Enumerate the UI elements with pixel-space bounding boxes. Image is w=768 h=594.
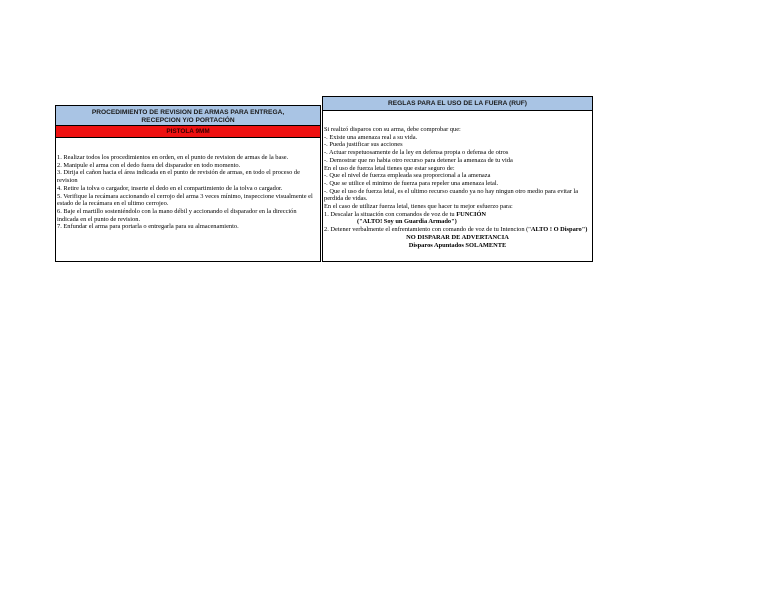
ruf-title: REGLAS PARA EL USO DE LA FUERA (RUF) bbox=[323, 97, 592, 111]
ruf-check: -. Actuar respetuosamente de la ley en defensa propia o defensa de otros bbox=[324, 149, 509, 157]
deescalate-text: 1. Descalar la situación con comandos de voz de tu bbox=[324, 210, 457, 218]
lethal-check: -. Que se utilice el minimo de fuerza para repeler una amenaza letal. bbox=[324, 179, 499, 187]
stop-command: ALTO ! O Disparo") bbox=[530, 226, 588, 234]
lethal-intro: En el uso de fuerza letal tienes que estar seguro de: bbox=[324, 164, 455, 172]
guard-quote-text: ("ALTO! Soy un Guardia Armado") bbox=[357, 218, 457, 226]
procedure-step: 5. Verifique la recámara accionando el cerrojo del arma 3 veces mínimo, inspeccione visualmente el estado de la recámara en el ultimo cerrojeo. bbox=[57, 192, 313, 208]
procedure-steps bbox=[56, 154, 320, 231]
procedure-step: 7. Enfundar el arma para portarla o entregarla para su almacenamiento. bbox=[57, 223, 239, 231]
deescalate-step bbox=[324, 211, 591, 219]
lethal-check: -. Que el uso de fuerza letal, es el ultimo recurso cuando ya no hay ningun otro medio para evitar la perdida de vidas. bbox=[324, 187, 579, 203]
procedure-title: PROCEDIMIENTO DE REVISION DE ARMAS PARA ENTREGA, RECEPCION Y/O PORTACIÓN bbox=[56, 106, 320, 126]
ruf-rules bbox=[323, 111, 592, 249]
function-keyword: FUNCIÓN bbox=[456, 210, 487, 218]
ruf-check: -. Existe una amenaza real a su vida. bbox=[324, 133, 418, 141]
ruf-check: -. Demostrar que no habia otro recurso para detener la amenaza de tu vida bbox=[324, 156, 513, 164]
procedure-step: 4. Retire la tolva o cargador, inserte el dedo en el compartimiento de la tolva o cargador. bbox=[57, 184, 283, 192]
guard-quote bbox=[324, 218, 591, 226]
weapon-section-label: PISTOLA 9MM bbox=[56, 126, 320, 138]
aimed-shots-only: Disparos Apuntados SOLAMENTE bbox=[408, 241, 507, 249]
no-warning-shot: NO DISPARAR DE ADVERTANCIA bbox=[406, 233, 509, 241]
procedure-step: 2. Manipule el arma con el dedo fuera del disparador en todo momento. bbox=[57, 161, 241, 169]
lethal-check: -. Que el nivel de fuerza empleada sea proporcional a la amenaza bbox=[324, 172, 491, 180]
ruf-intro: Si realizó disparos con su arma, debe comprobar que: bbox=[324, 126, 461, 133]
verbal-stop-step bbox=[324, 226, 591, 234]
procedure-step: 6. Baje el martillo sosteniéndolo con la mano débil y accionando el disparador en la dirección indicada en el punto de revision. bbox=[57, 207, 297, 223]
procedure-step: 3. Dirija el cañon hacia el área indicada en el punto de revisión de armas, en todo el proceso de revision bbox=[57, 169, 300, 185]
ruf-panel bbox=[322, 96, 593, 262]
procedure-panel bbox=[55, 105, 321, 262]
verbal-stop-text: 2. Detener verbalmente el enfrentamiento con comando de voz de tu Intencion (" bbox=[324, 226, 531, 234]
procedure-step: 1. Realizar todos los procedimientos en orden, en el punto de revision de armas de la base. bbox=[57, 154, 289, 161]
best-effort-intro: En el caso de utilizar fuerza letal, tienes que hacer tu mejor esfuerzo para: bbox=[324, 203, 513, 211]
ruf-check: -. Pueda justificar sus acciones bbox=[324, 141, 403, 149]
